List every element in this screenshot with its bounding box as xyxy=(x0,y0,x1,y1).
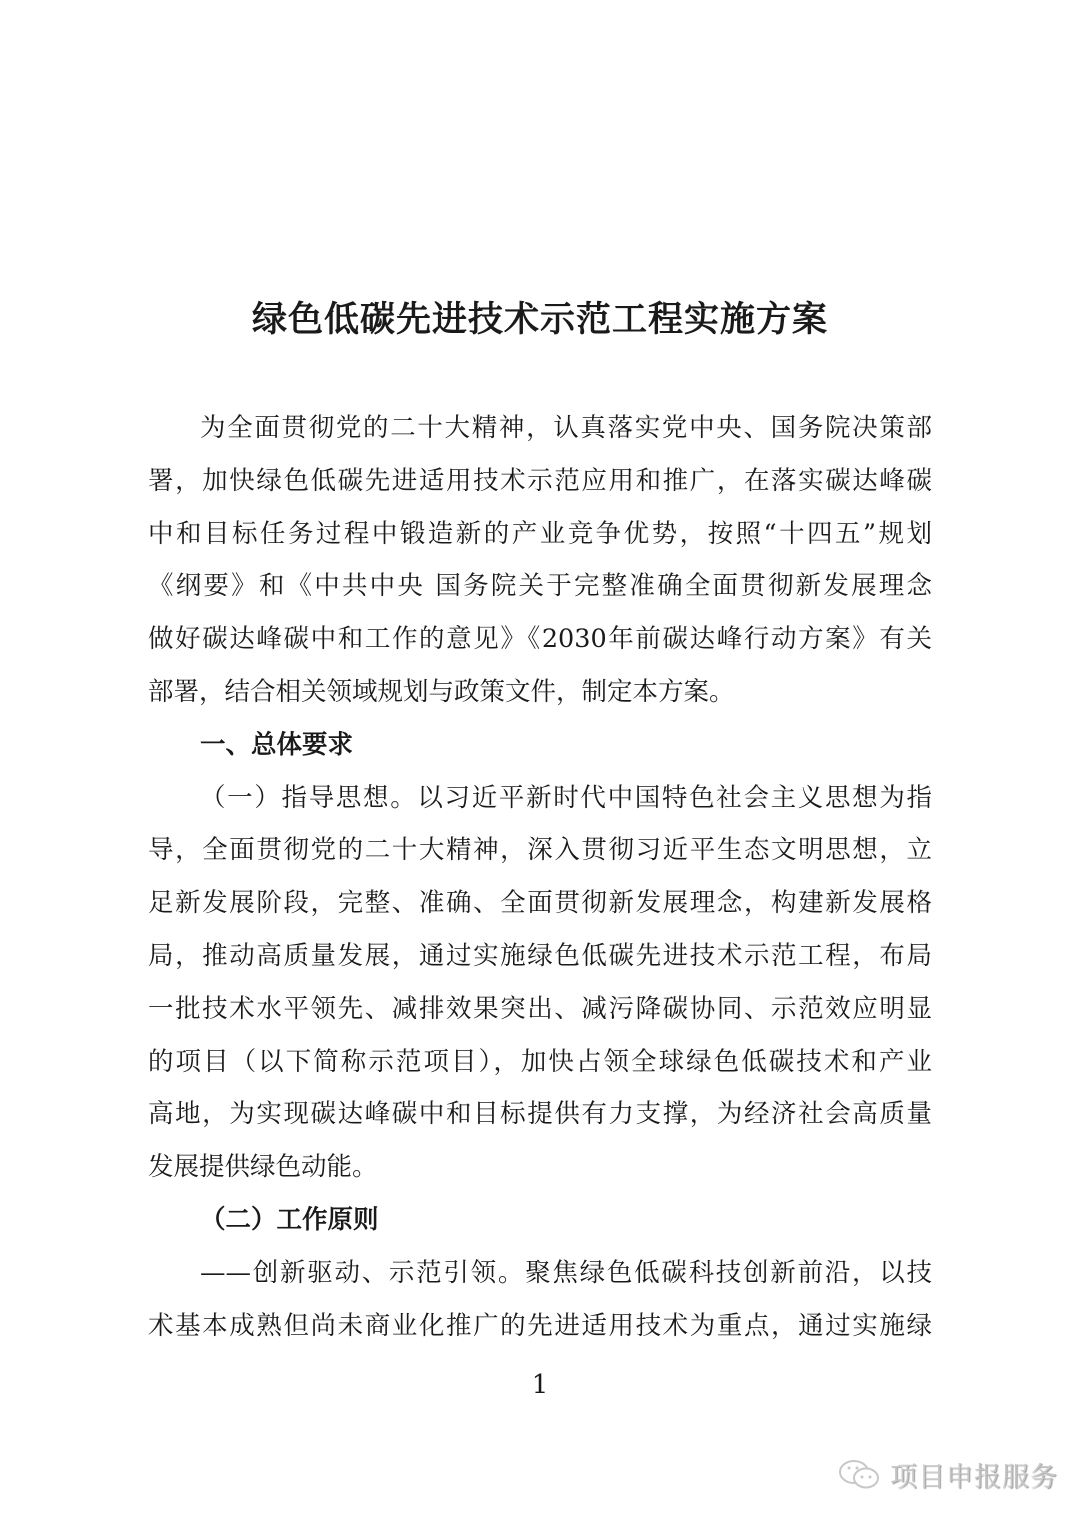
text-line: 中和目标任务过程中锻造新的产业竞争优势，按照“十四五”规划 xyxy=(148,518,932,549)
text-line: （一）指导思想。以习近平新时代中国特色社会主义思想为指 xyxy=(200,782,932,813)
text-line: 部署，结合相关领域规划与政策文件，制定本方案。 xyxy=(148,676,735,707)
document-body xyxy=(148,402,932,1352)
text-line: 足新发展阶段，完整、准确、全面贯彻新发展理念，构建新发展格 xyxy=(148,888,932,919)
text-line: 一批技术水平领先、减排效果突出、减污降碳协同、示范效应明显 xyxy=(148,993,932,1024)
text-line: 为全面贯彻党的二十大精神，认真落实党中央、国务院决策部 xyxy=(200,413,932,443)
text-line: 高地，为实现碳达峰碳中和目标提供有力支撑，为经济社会高质量 xyxy=(148,1099,932,1130)
section-heading: （二）工作原则 xyxy=(200,1204,379,1235)
wechat-icon xyxy=(838,1458,882,1492)
text-line: 发展提供绿色动能。 xyxy=(148,1152,378,1183)
document-title: 绿色低碳先进技术示范工程实施方案 xyxy=(251,299,828,340)
watermark xyxy=(838,1455,1058,1494)
page-number: 1 xyxy=(531,1370,549,1400)
text-line: 《纲要》和《中共中央 国务院关于完整准确全面贯彻新发展理念 xyxy=(148,571,932,602)
text-line: 的项目（以下简称示范项目），加快占领全球绿色低碳技术和产业 xyxy=(148,1046,932,1077)
text-line: 做好碳达峰碳中和工作的意见》《2030年前碳达峰行动方案》有关 xyxy=(148,624,932,655)
text-line: 局，推动高质量发展，通过实施绿色低碳先进技术示范工程，布局 xyxy=(148,940,932,971)
text-line: 署，加快绿色低碳先进适用技术示范应用和推广，在落实碳达峰碳 xyxy=(148,465,932,496)
watermark-text: 项目申报服务 xyxy=(890,1462,1058,1493)
text-line: ——创新驱动、示范引领。聚焦绿色低碳科技创新前沿，以技 xyxy=(200,1257,932,1288)
text-line: 术基本成熟但尚未商业化推广的先进适用技术为重点，通过实施绿 xyxy=(148,1310,932,1341)
section-heading: 一、总体要求 xyxy=(200,729,354,760)
text-line: 导，全面贯彻党的二十大精神，深入贯彻习近平生态文明思想，立 xyxy=(148,835,932,866)
